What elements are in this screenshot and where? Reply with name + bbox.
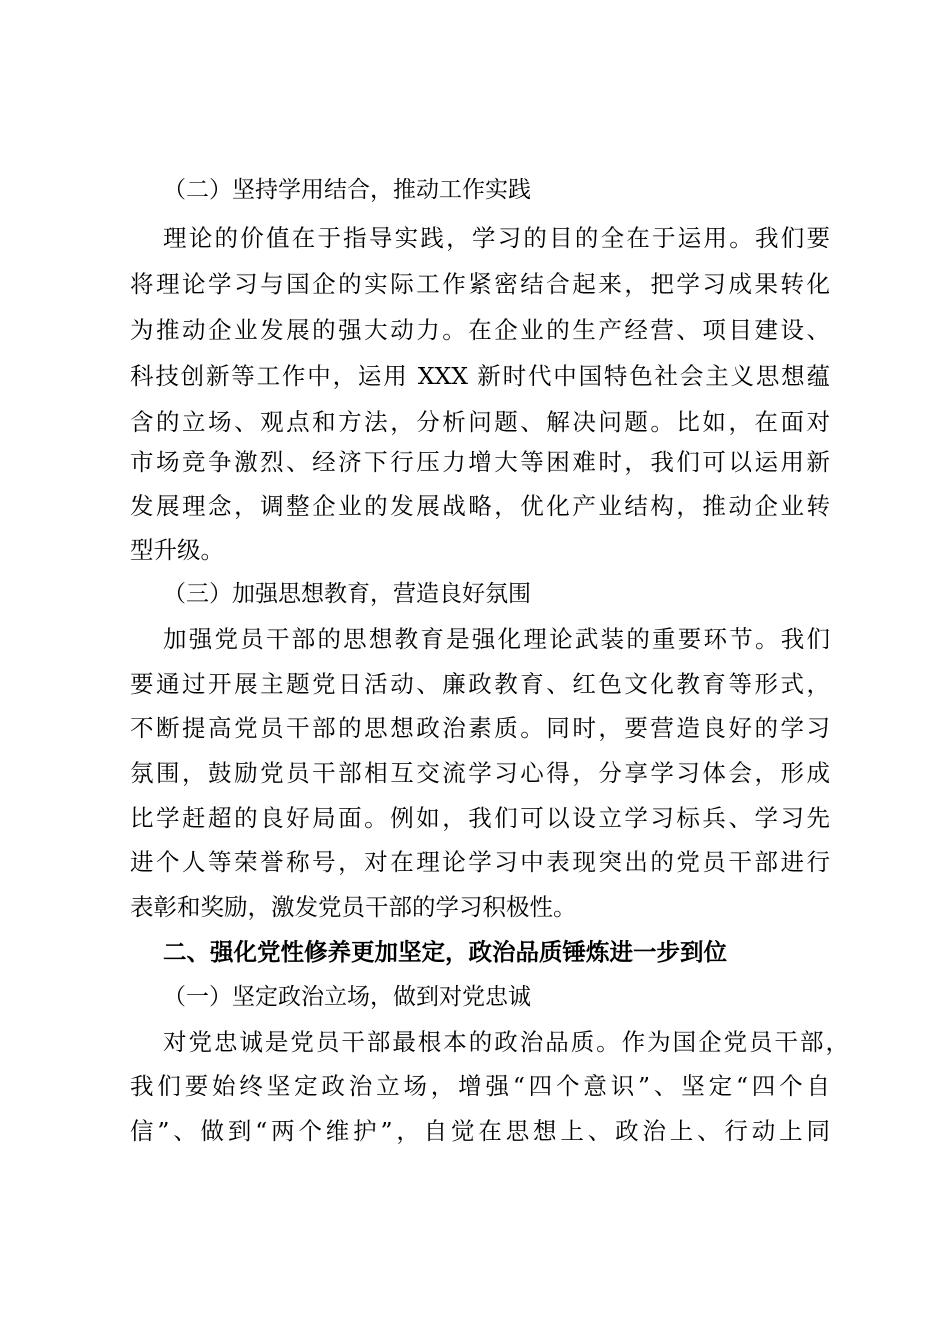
paragraph-line: 为推动企业发展的强大动力。在企业的生产经营、项目建设、 — [130, 316, 830, 344]
sub-heading-strengthen-ideological-education: （三）加强思想教育，营造良好氛围 — [163, 581, 531, 607]
paragraph-line: 发展理念，调整企业的发展战略，优化产业结构，推动企业转 — [130, 492, 830, 520]
paragraph-line: 科技创新等工作中，运用 XXX 新时代中国特色社会主义思想蕴 — [130, 362, 830, 390]
paragraph-line: 比学赶超的良好局面。例如，我们可以设立学习标兵、学习先 — [130, 804, 830, 832]
paragraph-line: 市场竞争激烈、经济下行压力增大等困难时，我们可以运用新 — [130, 448, 830, 476]
paragraph-line: 要通过开展主题党日活动、廉政教育、红色文化教育等形式， — [130, 670, 830, 698]
paragraph-line: 表彰和奖励，激发党员干部的学习积极性。 — [130, 893, 577, 921]
sub-heading-adhere-study-application: （二）坚持学用结合，推动工作实践 — [163, 177, 531, 203]
paragraph-line: 加强党员干部的思想教育是强化理论武装的重要环节。我们 — [163, 625, 830, 653]
paragraph-line: 含的立场、观点和方法，分析问题、解决问题。比如，在面对 — [130, 408, 830, 436]
paragraph-line: 氛围，鼓励党员干部相互交流学习心得，分享学习体会，形成 — [130, 759, 830, 787]
paragraph-line: 对党忠诚是党员干部最根本的政治品质。作为国企党员干部， — [163, 1028, 849, 1056]
paragraph-line: 将理论学习与国企的实际工作紧密结合起来，把学习成果转化 — [130, 270, 830, 298]
section-heading-party-spirit: 二、强化党性修养更加坚定，政治品质锤炼进一步到位 — [163, 938, 727, 966]
sub-heading-firm-political-stance: （一）坚定政治立场，做到对党忠诚 — [163, 984, 531, 1010]
paragraph-line: 型升级。 — [130, 536, 224, 564]
paragraph-line: 理论的价值在于指导实践，学习的目的全在于运用。我们要 — [163, 224, 830, 252]
paragraph-line: 不断提高党员干部的思想政治素质。同时，要营造良好的学习 — [130, 714, 830, 742]
paragraph-line: 信”、做到“两个维护”，自觉在思想上、政治上、行动上同 — [130, 1117, 830, 1145]
paragraph-line: 我们要始终坚定政治立场，增强“四个意识”、坚定“四个自 — [130, 1072, 830, 1100]
paragraph-line: 进个人等荣誉称号，对在理论学习中表现突出的党员干部进行 — [130, 848, 830, 876]
